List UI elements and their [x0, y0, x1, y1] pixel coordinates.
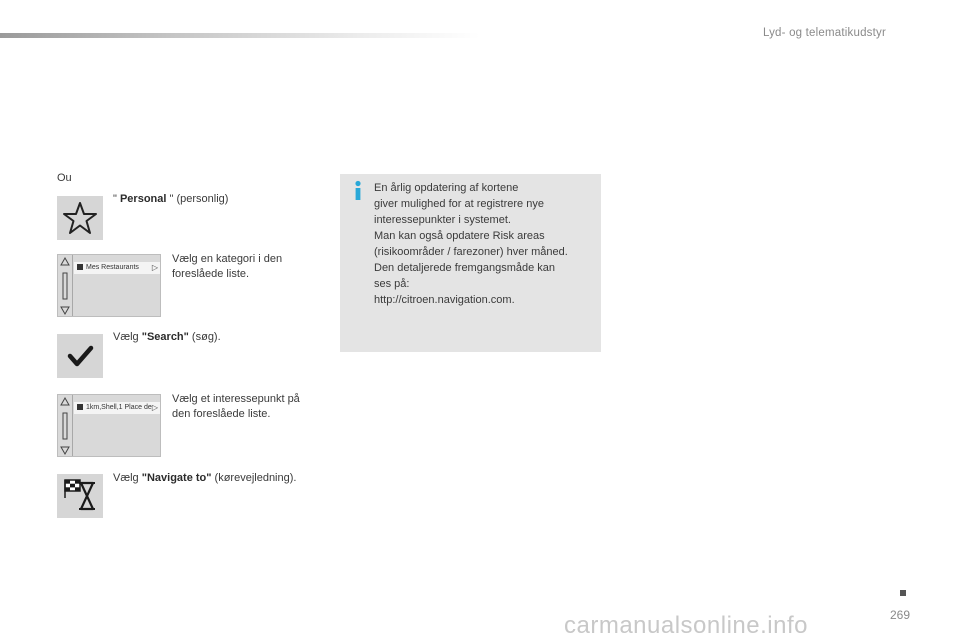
step-category-line-1: Vælg en kategori i den	[172, 253, 283, 265]
page-number: 269	[889, 608, 910, 622]
screen-list-row	[74, 262, 160, 274]
step-poi-line-1: Vælg et interessepunkt på	[172, 393, 300, 405]
list-row-icon	[77, 404, 83, 410]
screen-list-row-label: Mes Restaurants	[86, 264, 139, 271]
screen-scrollbar	[58, 255, 73, 316]
info-line: giver mulighed for at registrere nye	[374, 198, 544, 210]
screen-list-row-label: 1km,Shell,1 Place de	[86, 404, 152, 411]
screen-thumbnail-poi	[57, 394, 161, 457]
navigate-tile	[57, 474, 103, 518]
step-category-text	[172, 252, 282, 282]
checkmark-tile	[57, 334, 103, 378]
page-marker	[900, 590, 906, 596]
info-line: (risikoområder / farezoner) hver måned.	[374, 246, 568, 258]
screen-arrow-icon: ▷	[151, 263, 158, 272]
screen-scrollbar	[58, 395, 73, 456]
checkmark-icon	[57, 334, 103, 378]
section-title: Lyd- og telematikudstyr	[762, 27, 886, 39]
info-box-text	[374, 180, 568, 308]
star-tile	[57, 196, 103, 240]
step-navigate-text: Vælg "Navigate to" (kørevejledning).	[113, 472, 297, 484]
navigate-flag-icon	[57, 474, 103, 518]
info-line: interessepunkter i systemet.	[374, 214, 511, 226]
watermark: carmanualsonline.info	[564, 612, 808, 639]
step-poi-text	[172, 392, 300, 422]
screen-arrow-icon: ▷	[151, 403, 158, 412]
info-line: ses på:	[374, 278, 410, 290]
screen-list-row	[74, 402, 160, 414]
screen-thumbnail-categories	[57, 254, 161, 317]
info-link-url[interactable]: http://citroen.navigation.com.	[374, 294, 515, 306]
step-poi-line-2: den foreslåede liste.	[172, 408, 271, 420]
info-icon	[353, 180, 363, 202]
ou-label: Ou	[57, 172, 72, 184]
info-line: Den detaljerede fremgangsmåde kan	[374, 262, 556, 274]
info-line: En årlig opdatering af kortene	[374, 182, 519, 194]
list-row-icon	[77, 264, 83, 270]
info-line: Man kan også opdatere Risk areas	[374, 230, 545, 242]
header-gradient-bar	[0, 33, 480, 38]
star-icon	[57, 196, 103, 240]
step-category-line-2: foreslåede liste.	[172, 268, 250, 280]
step-search-text: Vælg "Search" (søg).	[113, 331, 221, 343]
personal-text: " Personal " (personlig)	[113, 193, 229, 205]
